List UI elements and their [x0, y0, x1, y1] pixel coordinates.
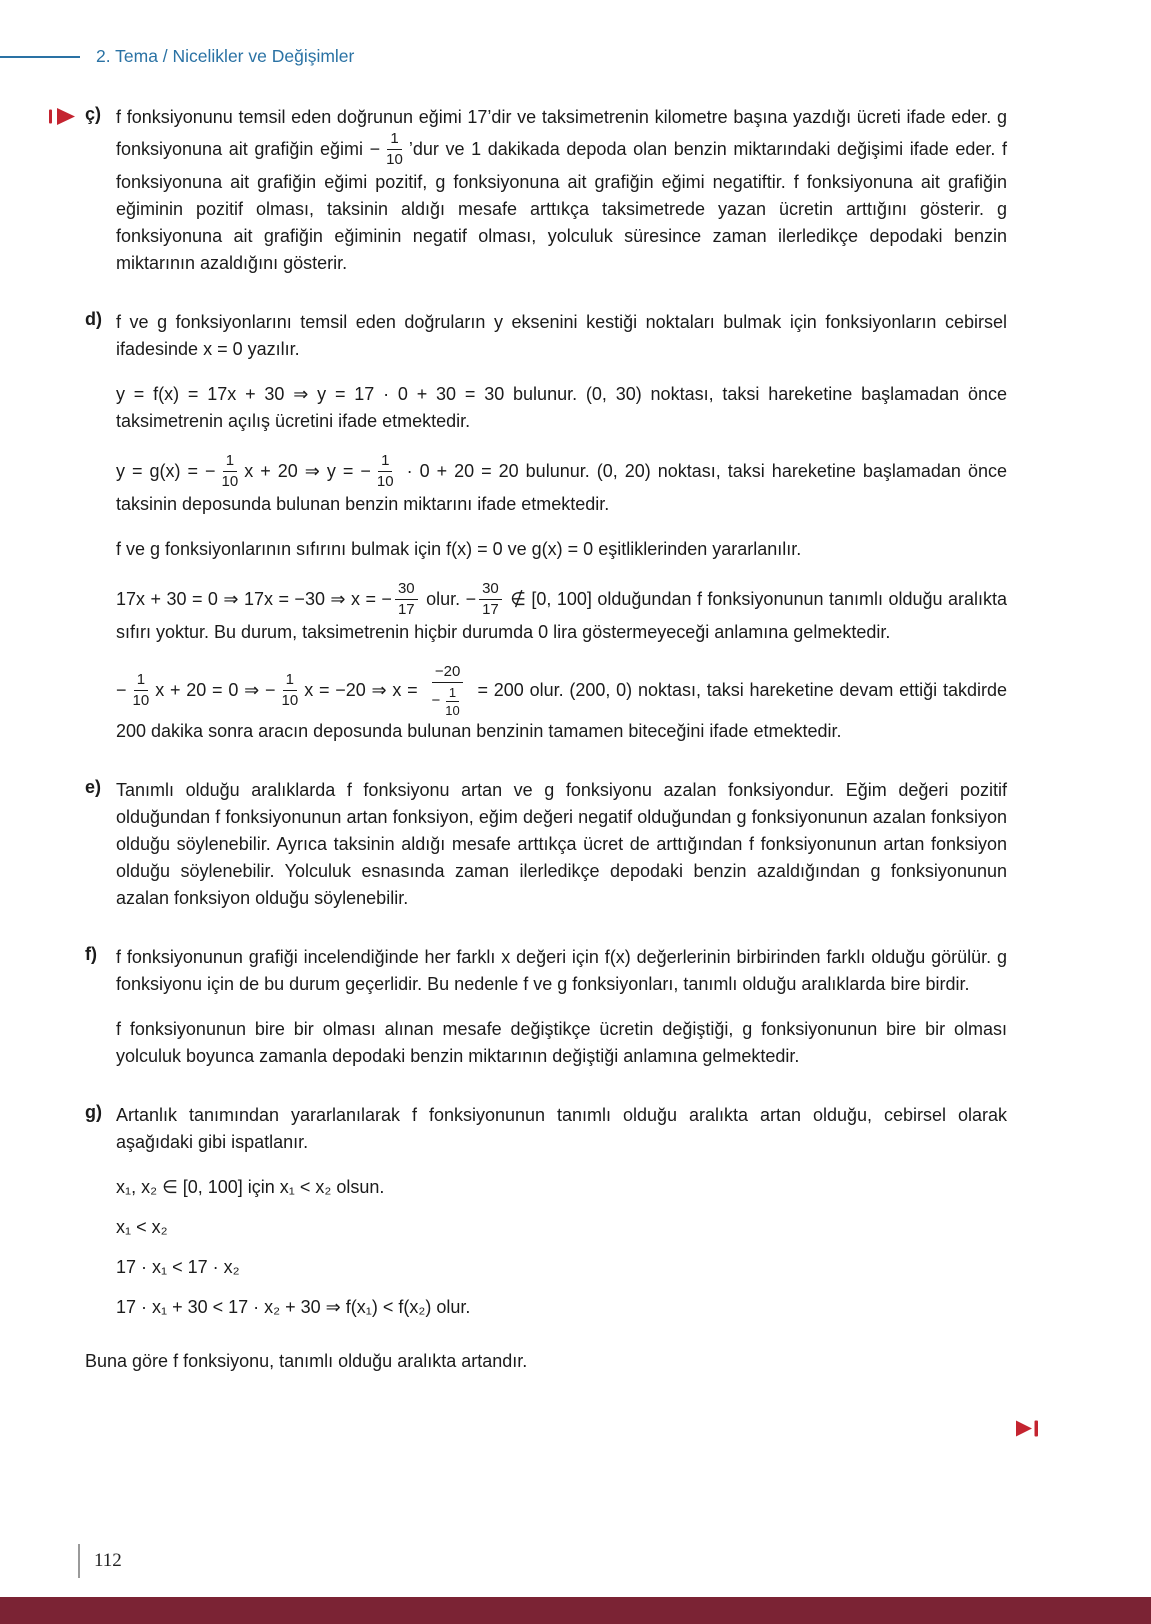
- math-line: [116, 1294, 1007, 1321]
- frac-numerator: 1: [387, 130, 401, 150]
- math-line: [116, 1254, 1007, 1281]
- frac-numerator: 1: [378, 452, 392, 472]
- paragraph: [116, 1016, 1007, 1070]
- page-footer: [78, 1544, 122, 1578]
- text-run: x₁ < x₂: [116, 1217, 168, 1237]
- text-run: 17 · x₁ + 30 < 17 · x₂ + 30 ⇒ f(x₁) < f(x₂) olur.: [116, 1297, 471, 1317]
- item-d: [85, 309, 1007, 745]
- text-run: 17x + 30 = 0 ⇒ 17x = −30 ⇒ x = −: [116, 588, 392, 609]
- item-d-body: [116, 309, 1007, 745]
- frac-denominator: [428, 683, 466, 717]
- item-c-body: [116, 104, 1007, 277]
- text-run: f ve g fonksiyonlarını temsil eden doğruların y eksenini kestiği noktaları bulmak için fonksiyonların cebirsel ifadesinde x = 0 yazılır.: [116, 312, 1007, 359]
- frac-denominator: 17: [482, 601, 499, 618]
- fraction: [383, 130, 406, 168]
- item-e-body: [116, 777, 1007, 912]
- fraction: [279, 671, 302, 709]
- text-run: ’dur ve 1 dakikada depoda olan benzin miktarındaki değişimi ifade eder. f fonksiyonuna ait grafiğin eğimi pozitif, g fonksiyonuna ait grafiğin eğimi negatiftir. f fonksiyonuna ait grafiğin eğiminin pozitif olması, taksinin aldığı mesafe arttıkça taksimetrede yazan ücretin arttığını gösterir. g fonksiyonuna ait grafiğin eğiminin negatif olması, yolculuk süresince zaman ilerledikçe depodaki benzin miktarının azaldığını gösterir.: [116, 138, 1008, 273]
- text-run: x + 20 ⇒ y = −: [244, 460, 371, 481]
- next-page-icon: [1015, 1420, 1039, 1442]
- fraction: [395, 580, 418, 618]
- text-run: = 200 olur. (200, 0) noktası, taksi hareketine devam ettiği takdirde 200 dakika sonra aracın deposunda bulunan benzinin tamamen biteceğini ifade etmektedir.: [116, 679, 1007, 741]
- text-run: Artanlık tanımından yararlanılarak f fonksiyonunun tanımlı olduğu aralıkta artan olduğu, cebirsel olarak aşağıdaki gibi ispatlanır.: [116, 1105, 1007, 1152]
- frac-numerator: 30: [395, 580, 418, 600]
- frac-numerator: 1: [223, 452, 237, 472]
- paragraph: [116, 381, 1007, 435]
- paragraph: [116, 1102, 1007, 1156]
- fraction: [479, 580, 502, 618]
- item-d-label: d): [85, 309, 102, 329]
- minus-sign: −: [431, 692, 441, 709]
- text-run: Tanımlı olduğu aralıklarda f fonksiyonu artan ve g fonksiyonu azalan fonksiyondur. Eğim değeri pozitif olduğundan f fonksiyonunun artan fonksiyon, eğim değeri negatif olduğundan g fonksiyonunun azalan fonksiyon olduğu söylenebilir. Ayrıca taksinin aldığı mesafe arttıkça ücret de arttığından f fonksiyonunun artan fonksiyon olduğu söylenebilir. Yolculuk esnasında zaman ilerledikçe depodaki benzin azaldığından g fonksiyonunun azalan fonksiyon olduğu söylenebilir.: [116, 780, 1007, 908]
- item-f: [85, 944, 1007, 1070]
- fraction: [442, 685, 462, 717]
- paragraph: [116, 581, 1007, 646]
- header-rule: [0, 56, 80, 58]
- text-run: · 0 + 20 = 20 bulunur. (0, 20) noktası, taksi hareketine başlamadan önce taksinin deposunda bulunan benzin miktarını ifade etmektedir.: [116, 460, 1007, 514]
- paragraph: [116, 309, 1007, 363]
- fraction: [130, 671, 153, 709]
- item-g: [85, 1102, 1007, 1334]
- paragraph: [116, 536, 1007, 563]
- text-run: f ve g fonksiyonlarının sıfırını bulmak için f(x) = 0 ve g(x) = 0 eşitliklerinden yararlanılır.: [116, 539, 802, 559]
- text-run: f fonksiyonunun grafiği incelendiğinde her farklı x değeri için f(x) değerlerinin birbirinden farklı olduğu görülür. g fonksiyonu için de bu durum geçerlidir. Bu nedenle f ve g fonksiyonları, tanımlı olduğu aralıklarda bire birdir.: [116, 947, 1007, 994]
- fraction: [219, 452, 242, 490]
- frac-denominator: 10: [132, 692, 150, 709]
- item-e: [85, 777, 1007, 912]
- chapter-title: 2. Tema / Nicelikler ve Değişimler: [96, 46, 355, 66]
- item-c: [85, 104, 1007, 277]
- text-run: f fonksiyonunu temsil eden doğrunun eğimi 17’dir ve taksimetrenin kilometre başına yazdığı ücreti ifade eder. g fonksiyonuna ait grafiğin eğimi −: [116, 107, 1007, 159]
- text-run: x = −20 ⇒ x =: [304, 679, 424, 700]
- item-f-body: [116, 944, 1007, 1070]
- frac-numerator: 1: [446, 685, 459, 702]
- paragraph: [116, 944, 1007, 998]
- item-g-body: [116, 1102, 1007, 1334]
- math-line: [116, 1174, 1007, 1201]
- page-content: [85, 104, 1007, 1393]
- fraction: [374, 452, 397, 490]
- text-run: y = f(x) = 17x + 30 ⇒ y = 17 · 0 + 30 = 30 bulunur. (0, 30) noktası, taksi hareketine başlamadan önce taksimetrenin açılış ücretini ifade etmektedir.: [116, 384, 1007, 431]
- frac-denominator: 10: [386, 151, 403, 168]
- footer-bar: [0, 1597, 1151, 1624]
- paragraph: [116, 777, 1007, 912]
- frac-denominator: 10: [221, 473, 239, 490]
- closing-statement: Buna göre f fonksiyonu, tanımlı olduğu aralıkta artandır.: [85, 1351, 528, 1371]
- math-line: [116, 1214, 1007, 1241]
- complex-fraction: [428, 663, 466, 717]
- frac-denominator: 10: [281, 692, 299, 709]
- paragraph: [116, 104, 1007, 277]
- text-run: ∉ [0, 100] olduğundan f fonksiyonunun tanımlı olduğu aralıkta sıfırı yoktur. Bu durum, taksimetrenin hiçbir durumda 0 lira göstermeyeceği anlamına gelmektedir.: [116, 588, 1007, 642]
- text-run: 17 · x₁ < 17 · x₂: [116, 1257, 240, 1277]
- frac-numerator: 30: [479, 580, 502, 600]
- page-number-rule: [78, 1544, 80, 1578]
- text-run: x + 20 = 0 ⇒ −: [155, 679, 276, 700]
- item-f-label: f): [85, 944, 97, 964]
- item-c-label: ç): [85, 104, 102, 124]
- frac-numerator: −20: [432, 663, 463, 683]
- red-arrow-icon: [48, 107, 78, 131]
- frac-numerator: 1: [134, 671, 148, 691]
- text-run: x₁, x₂ ∈ [0, 100] için x₁ < x₂ olsun.: [116, 1177, 385, 1197]
- text-run: olur. −: [420, 588, 477, 609]
- frac-denominator: 10: [445, 703, 460, 718]
- item-e-label: e): [85, 777, 102, 797]
- text-run: y = g(x) = −: [116, 460, 216, 481]
- text-run: −: [116, 679, 127, 700]
- item-g-label: g): [85, 1102, 102, 1122]
- frac-numerator: 1: [283, 671, 297, 691]
- frac-denominator: 10: [376, 473, 394, 490]
- paragraph: [116, 664, 1007, 745]
- page-number: 112: [94, 1550, 122, 1571]
- frac-denominator: 17: [397, 601, 415, 618]
- text-run: f fonksiyonunun bire bir olması alınan mesafe değiştikçe ücretin değiştiği, g fonksiyonunun bire bir olması yolculuk boyunca zamanla depodaki benzin miktarının değiştiği anlamına gelmektedir.: [116, 1019, 1007, 1066]
- paragraph: [116, 453, 1007, 518]
- page-header: [0, 46, 1151, 67]
